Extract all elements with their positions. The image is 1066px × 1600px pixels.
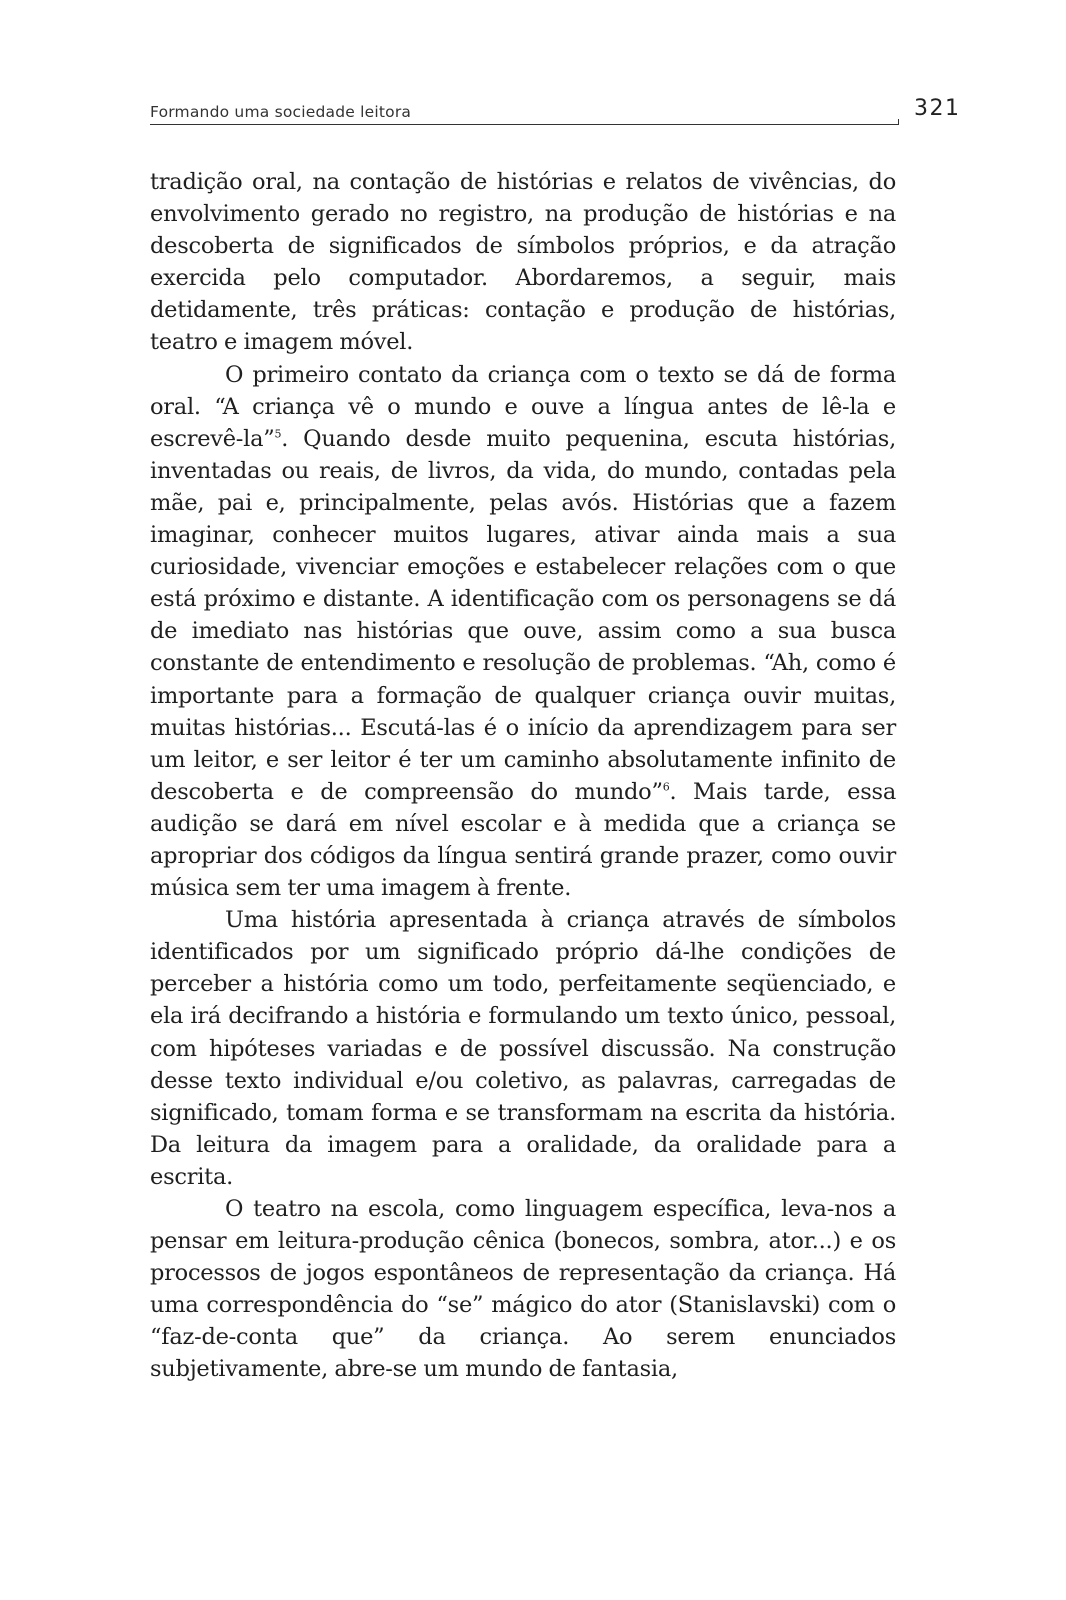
footnote-marker-5: 5: [274, 427, 282, 441]
paragraph-2-text-a: O primeiro contato da criança com o texto se dá de forma oral. “A criança vê o mundo e ouve a língua antes de lê-la e escrevê-la”: [150, 361, 896, 452]
page-number: 321: [914, 96, 961, 121]
paragraph-2: [150, 359, 896, 905]
paragraph-2-text-c: . Mais tarde, essa audição se dará em nível escolar e à medida que a criança se apropriar dos códigos da língua sentirá grande prazer, como ouvir música sem ter uma imagem à frente.: [150, 778, 896, 902]
paragraph-3: Uma história apresentada à criança através de símbolos identificados por um significado próprio dá-lhe condições de perceber a história como um todo, perfeitamente seqüenciado, e ela irá decifrando a história e formulando um texto único, pessoal, com hipóteses variadas e de possível discussão. Na construção desse texto individual e/ou coletivo, as palavras, carregadas de significado, tomam forma e se transformam na escrita da história. Da leitura da imagem para a oralidade, da oralidade para a escrita.: [150, 907, 896, 1190]
paragraph-2-text-b: . Quando desde muito pequenina, escuta histórias, inventadas ou reais, de livros, da vida, do mundo, contadas pela mãe, pai e, principalmente, pelas avós. Histórias que a fazem imaginar, conhecer muitos lugares, ativar ainda mais a sua curiosidade, vivenciar emoções e estabelecer relações com o que está próximo e distante. A identificação com os personagens se dá de imediato nas histórias que ouve, assim como a sua busca constante de entendimento e resolução de problemas. “Ah, como é importante para a formação de qualquer criança ouvir muitas, muitas histórias... Escutá-las é o início da aprendizagem para ser um leitor, e ser leitor é ter um caminho absolutamente infinito de descoberta e de compreensão do mundo”: [150, 425, 896, 805]
header-rule: [150, 124, 898, 125]
paragraph-4: O teatro na escola, como linguagem específica, leva-nos a pensar em leitura-produção cênica (bonecos, sombra, ator...) e os processos de jogos espontâneos de representação da criança. Há uma correspondência do “se” mágico do ator (Stanislavski) com o “faz-de-conta que” da criança. Ao serem enunciados subjetivamente, abre-se um mundo de fantasia,: [150, 1196, 896, 1383]
header-rule-tick: [898, 119, 899, 125]
running-header: [150, 96, 961, 130]
running-title: Formando uma sociedade leitora: [150, 103, 412, 121]
paragraph-1: tradição oral, na contação de histórias e relatos de vivências, do envolvimento gerado no registro, na produção de histórias e na descoberta de significados de símbolos próprios, e da atração exercida pelo computador. Abordaremos, a seguir, mais detidamente, três práticas: contação e produção de histórias, teatro e imagem móvel.: [150, 169, 896, 356]
footnote-marker-6: 6: [662, 780, 670, 794]
body-text: [150, 166, 896, 1386]
